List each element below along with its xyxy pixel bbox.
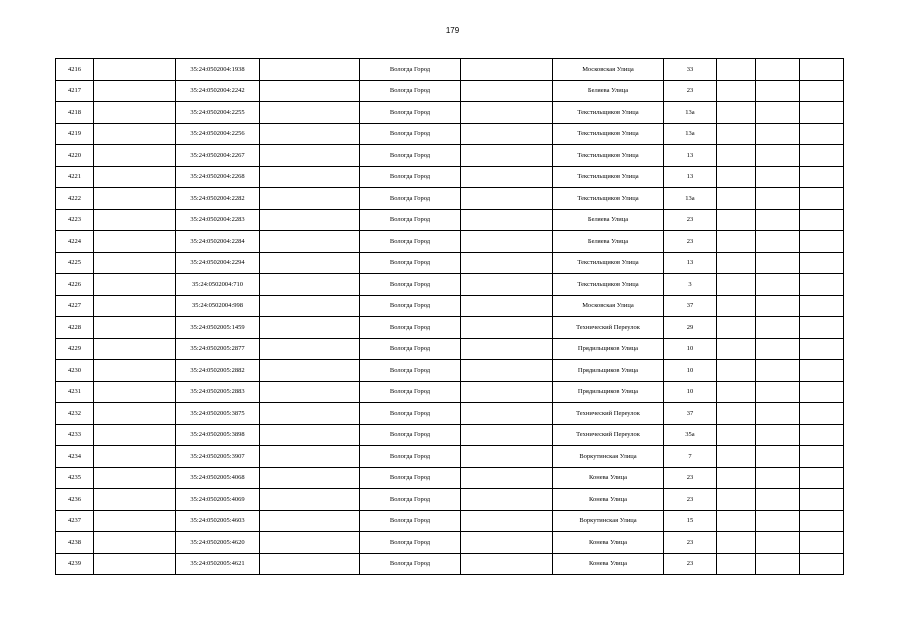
table-row xyxy=(56,252,844,274)
empty-cell xyxy=(717,102,756,124)
empty-cell xyxy=(756,381,800,403)
table-body xyxy=(56,59,844,575)
empty-cell xyxy=(717,188,756,210)
street: Текстильщиков Улица xyxy=(553,123,664,145)
empty-cell xyxy=(94,338,176,360)
table-row xyxy=(56,467,844,489)
cadastral-number: 35:24:0502005:4068 xyxy=(176,467,260,489)
empty-cell xyxy=(800,360,844,382)
empty-cell xyxy=(717,317,756,339)
row-number: 4238 xyxy=(56,532,94,554)
empty-cell xyxy=(717,467,756,489)
street: Беляева Улица xyxy=(553,209,664,231)
empty-cell xyxy=(717,424,756,446)
house-number: 37 xyxy=(664,403,717,425)
empty-cell xyxy=(461,188,553,210)
table-row xyxy=(56,295,844,317)
empty-cell xyxy=(94,231,176,253)
table-row xyxy=(56,59,844,81)
empty-cell xyxy=(717,209,756,231)
row-number: 4224 xyxy=(56,231,94,253)
empty-cell xyxy=(756,532,800,554)
empty-cell xyxy=(461,532,553,554)
row-number: 4235 xyxy=(56,467,94,489)
empty-cell xyxy=(461,166,553,188)
empty-cell xyxy=(94,145,176,167)
empty-cell xyxy=(94,510,176,532)
empty-cell xyxy=(717,274,756,296)
street: Воркутинская Улица xyxy=(553,446,664,468)
empty-cell xyxy=(461,80,553,102)
empty-cell xyxy=(800,317,844,339)
empty-cell xyxy=(461,553,553,575)
city: Вологда Город xyxy=(360,532,461,554)
empty-cell xyxy=(756,295,800,317)
empty-cell xyxy=(94,553,176,575)
row-number: 4233 xyxy=(56,424,94,446)
house-number: 23 xyxy=(664,467,717,489)
city: Вологда Город xyxy=(360,166,461,188)
empty-cell xyxy=(717,80,756,102)
city: Вологда Город xyxy=(360,145,461,167)
empty-cell xyxy=(717,403,756,425)
row-number: 4229 xyxy=(56,338,94,360)
city: Вологда Город xyxy=(360,360,461,382)
empty-cell xyxy=(756,446,800,468)
empty-cell xyxy=(800,145,844,167)
empty-cell xyxy=(756,59,800,81)
empty-cell xyxy=(461,102,553,124)
empty-cell xyxy=(260,59,360,81)
empty-cell xyxy=(800,489,844,511)
street: Беляева Улица xyxy=(553,80,664,102)
house-number: 23 xyxy=(664,532,717,554)
street: Текстильщиков Улица xyxy=(553,102,664,124)
empty-cell xyxy=(94,424,176,446)
empty-cell xyxy=(461,338,553,360)
empty-cell xyxy=(756,231,800,253)
cadastral-number: 35:24:0502005:4603 xyxy=(176,510,260,532)
house-number: 13а xyxy=(664,188,717,210)
empty-cell xyxy=(756,467,800,489)
empty-cell xyxy=(260,166,360,188)
empty-cell xyxy=(800,102,844,124)
table-row xyxy=(56,338,844,360)
table-row xyxy=(56,80,844,102)
address-registry-table xyxy=(55,58,844,575)
city: Вологда Город xyxy=(360,80,461,102)
empty-cell xyxy=(94,274,176,296)
row-number: 4239 xyxy=(56,553,94,575)
empty-cell xyxy=(800,59,844,81)
empty-cell xyxy=(800,510,844,532)
row-number: 4222 xyxy=(56,188,94,210)
cadastral-number: 35:24:0502005:1459 xyxy=(176,317,260,339)
empty-cell xyxy=(756,338,800,360)
cadastral-number: 35:24:0502004:1938 xyxy=(176,59,260,81)
house-number: 29 xyxy=(664,317,717,339)
house-number: 13 xyxy=(664,252,717,274)
table-row xyxy=(56,553,844,575)
street: Текстильщиков Улица xyxy=(553,188,664,210)
house-number: 10 xyxy=(664,338,717,360)
empty-cell xyxy=(461,295,553,317)
table-row xyxy=(56,381,844,403)
empty-cell xyxy=(260,446,360,468)
empty-cell xyxy=(756,166,800,188)
empty-cell xyxy=(461,360,553,382)
street: Текстильщиков Улица xyxy=(553,252,664,274)
city: Вологда Город xyxy=(360,188,461,210)
empty-cell xyxy=(800,166,844,188)
table-row xyxy=(56,274,844,296)
empty-cell xyxy=(717,145,756,167)
empty-cell xyxy=(260,403,360,425)
table-row xyxy=(56,317,844,339)
table-row xyxy=(56,489,844,511)
page-number: 179 xyxy=(445,26,460,35)
row-number: 4219 xyxy=(56,123,94,145)
street: Прядильщиков Улица xyxy=(553,338,664,360)
row-number: 4226 xyxy=(56,274,94,296)
street: Московская Улица xyxy=(553,59,664,81)
empty-cell xyxy=(260,209,360,231)
empty-cell xyxy=(94,252,176,274)
empty-cell xyxy=(94,295,176,317)
empty-cell xyxy=(800,338,844,360)
city: Вологда Город xyxy=(360,274,461,296)
empty-cell xyxy=(756,274,800,296)
empty-cell xyxy=(800,424,844,446)
empty-cell xyxy=(800,295,844,317)
empty-cell xyxy=(756,317,800,339)
empty-cell xyxy=(756,403,800,425)
row-number: 4234 xyxy=(56,446,94,468)
empty-cell xyxy=(260,123,360,145)
empty-cell xyxy=(94,467,176,489)
table-row xyxy=(56,532,844,554)
empty-cell xyxy=(756,102,800,124)
empty-cell xyxy=(94,80,176,102)
row-number: 4232 xyxy=(56,403,94,425)
empty-cell xyxy=(94,403,176,425)
empty-cell xyxy=(800,274,844,296)
street: Воркутинская Улица xyxy=(553,510,664,532)
street: Московская Улица xyxy=(553,295,664,317)
house-number: 13а xyxy=(664,123,717,145)
street: Прядильщиков Улица xyxy=(553,381,664,403)
empty-cell xyxy=(717,295,756,317)
empty-cell xyxy=(94,532,176,554)
empty-cell xyxy=(94,381,176,403)
empty-cell xyxy=(260,467,360,489)
empty-cell xyxy=(94,360,176,382)
row-number: 4227 xyxy=(56,295,94,317)
house-number: 10 xyxy=(664,360,717,382)
row-number: 4220 xyxy=(56,145,94,167)
empty-cell xyxy=(94,317,176,339)
city: Вологда Город xyxy=(360,252,461,274)
table-row xyxy=(56,102,844,124)
street: Конева Улица xyxy=(553,489,664,511)
table-row xyxy=(56,188,844,210)
empty-cell xyxy=(756,360,800,382)
empty-cell xyxy=(800,446,844,468)
city: Вологда Город xyxy=(360,467,461,489)
empty-cell xyxy=(800,532,844,554)
table-row xyxy=(56,446,844,468)
house-number: 37 xyxy=(664,295,717,317)
city: Вологда Город xyxy=(360,446,461,468)
empty-cell xyxy=(260,360,360,382)
house-number: 23 xyxy=(664,489,717,511)
table-row xyxy=(56,424,844,446)
empty-cell xyxy=(756,252,800,274)
city: Вологда Город xyxy=(360,338,461,360)
empty-cell xyxy=(461,381,553,403)
cadastral-number: 35:24:0502005:2882 xyxy=(176,360,260,382)
empty-cell xyxy=(717,446,756,468)
street: Технический Переулок xyxy=(553,424,664,446)
house-number: 33 xyxy=(664,59,717,81)
empty-cell xyxy=(260,102,360,124)
empty-cell xyxy=(800,467,844,489)
empty-cell xyxy=(717,381,756,403)
house-number: 13 xyxy=(664,166,717,188)
cadastral-number: 35:24:0502004:2242 xyxy=(176,80,260,102)
table-row xyxy=(56,360,844,382)
empty-cell xyxy=(800,80,844,102)
house-number: 13 xyxy=(664,145,717,167)
empty-cell xyxy=(717,123,756,145)
street: Технический Переулок xyxy=(553,403,664,425)
empty-cell xyxy=(94,209,176,231)
row-number: 4221 xyxy=(56,166,94,188)
empty-cell xyxy=(461,59,553,81)
empty-cell xyxy=(461,252,553,274)
empty-cell xyxy=(800,381,844,403)
row-number: 4231 xyxy=(56,381,94,403)
empty-cell xyxy=(800,403,844,425)
house-number: 7 xyxy=(664,446,717,468)
house-number: 23 xyxy=(664,553,717,575)
empty-cell xyxy=(260,424,360,446)
house-number: 23 xyxy=(664,231,717,253)
cadastral-number: 35:24:0502005:2877 xyxy=(176,338,260,360)
street: Текстильщиков Улица xyxy=(553,166,664,188)
empty-cell xyxy=(94,123,176,145)
street: Текстильщиков Улица xyxy=(553,274,664,296)
house-number: 35а xyxy=(664,424,717,446)
empty-cell xyxy=(461,209,553,231)
city: Вологда Город xyxy=(360,381,461,403)
row-number: 4223 xyxy=(56,209,94,231)
empty-cell xyxy=(260,381,360,403)
street: Беляева Улица xyxy=(553,231,664,253)
city: Вологда Город xyxy=(360,489,461,511)
empty-cell xyxy=(756,188,800,210)
empty-cell xyxy=(800,209,844,231)
city: Вологда Город xyxy=(360,317,461,339)
empty-cell xyxy=(717,252,756,274)
cadastral-number: 35:24:0502005:3907 xyxy=(176,446,260,468)
empty-cell xyxy=(461,403,553,425)
empty-cell xyxy=(461,145,553,167)
empty-cell xyxy=(461,231,553,253)
row-number: 4236 xyxy=(56,489,94,511)
house-number: 13а xyxy=(664,102,717,124)
empty-cell xyxy=(260,295,360,317)
empty-cell xyxy=(717,489,756,511)
table-row xyxy=(56,510,844,532)
empty-cell xyxy=(94,59,176,81)
empty-cell xyxy=(717,166,756,188)
cadastral-number: 35:24:0502004:710 xyxy=(176,274,260,296)
empty-cell xyxy=(756,489,800,511)
cadastral-number: 35:24:0502005:4620 xyxy=(176,532,260,554)
empty-cell xyxy=(260,489,360,511)
street: Конева Улица xyxy=(553,467,664,489)
cadastral-number: 35:24:0502004:2283 xyxy=(176,209,260,231)
empty-cell xyxy=(756,80,800,102)
city: Вологда Город xyxy=(360,510,461,532)
cadastral-number: 35:24:0502004:2268 xyxy=(176,166,260,188)
empty-cell xyxy=(717,553,756,575)
empty-cell xyxy=(800,231,844,253)
empty-cell xyxy=(800,252,844,274)
empty-cell xyxy=(461,123,553,145)
street: Прядильщиков Улица xyxy=(553,360,664,382)
empty-cell xyxy=(260,80,360,102)
row-number: 4225 xyxy=(56,252,94,274)
empty-cell xyxy=(260,317,360,339)
city: Вологда Город xyxy=(360,424,461,446)
empty-cell xyxy=(260,532,360,554)
empty-cell xyxy=(461,510,553,532)
empty-cell xyxy=(260,252,360,274)
empty-cell xyxy=(461,446,553,468)
house-number: 23 xyxy=(664,209,717,231)
empty-cell xyxy=(756,123,800,145)
empty-cell xyxy=(717,360,756,382)
empty-cell xyxy=(717,59,756,81)
table-row xyxy=(56,231,844,253)
empty-cell xyxy=(756,145,800,167)
cadastral-number: 35:24:0502005:4621 xyxy=(176,553,260,575)
cadastral-number: 35:24:0502005:4069 xyxy=(176,489,260,511)
cadastral-number: 35:24:0502004:2282 xyxy=(176,188,260,210)
empty-cell xyxy=(800,123,844,145)
empty-cell xyxy=(260,145,360,167)
cadastral-number: 35:24:0502005:3875 xyxy=(176,403,260,425)
row-number: 4237 xyxy=(56,510,94,532)
empty-cell xyxy=(717,338,756,360)
house-number: 3 xyxy=(664,274,717,296)
table-row xyxy=(56,166,844,188)
house-number: 15 xyxy=(664,510,717,532)
empty-cell xyxy=(260,510,360,532)
house-number: 23 xyxy=(664,80,717,102)
city: Вологда Город xyxy=(360,403,461,425)
cadastral-number: 35:24:0502005:3898 xyxy=(176,424,260,446)
row-number: 4228 xyxy=(56,317,94,339)
empty-cell xyxy=(94,102,176,124)
empty-cell xyxy=(94,489,176,511)
cadastral-number: 35:24:0502004:2256 xyxy=(176,123,260,145)
cadastral-number: 35:24:0502004:2267 xyxy=(176,145,260,167)
city: Вологда Город xyxy=(360,59,461,81)
cadastral-number: 35:24:0502004:2284 xyxy=(176,231,260,253)
empty-cell xyxy=(717,532,756,554)
street: Текстильщиков Улица xyxy=(553,145,664,167)
empty-cell xyxy=(756,424,800,446)
row-number: 4218 xyxy=(56,102,94,124)
row-number: 4216 xyxy=(56,59,94,81)
empty-cell xyxy=(260,553,360,575)
cadastral-number: 35:24:0502004:2294 xyxy=(176,252,260,274)
street: Конева Улица xyxy=(553,532,664,554)
city: Вологда Город xyxy=(360,123,461,145)
empty-cell xyxy=(756,510,800,532)
empty-cell xyxy=(260,188,360,210)
empty-cell xyxy=(461,467,553,489)
empty-cell xyxy=(717,510,756,532)
cadastral-number: 35:24:0502005:2883 xyxy=(176,381,260,403)
empty-cell xyxy=(756,209,800,231)
table-row xyxy=(56,145,844,167)
empty-cell xyxy=(756,553,800,575)
city: Вологда Город xyxy=(360,553,461,575)
house-number: 10 xyxy=(664,381,717,403)
empty-cell xyxy=(461,489,553,511)
city: Вологда Город xyxy=(360,295,461,317)
empty-cell xyxy=(717,231,756,253)
empty-cell xyxy=(800,188,844,210)
table-row xyxy=(56,123,844,145)
empty-cell xyxy=(461,317,553,339)
city: Вологда Город xyxy=(360,231,461,253)
city: Вологда Город xyxy=(360,102,461,124)
empty-cell xyxy=(260,338,360,360)
empty-cell xyxy=(94,188,176,210)
cadastral-number: 35:24:0502004:2255 xyxy=(176,102,260,124)
city: Вологда Город xyxy=(360,209,461,231)
table-row xyxy=(56,403,844,425)
table-row xyxy=(56,209,844,231)
empty-cell xyxy=(94,446,176,468)
row-number: 4230 xyxy=(56,360,94,382)
street: Конева Улица xyxy=(553,553,664,575)
empty-cell xyxy=(800,553,844,575)
empty-cell xyxy=(461,424,553,446)
empty-cell xyxy=(461,274,553,296)
empty-cell xyxy=(260,231,360,253)
street: Технический Переулок xyxy=(553,317,664,339)
cadastral-number: 35:24:0502004:998 xyxy=(176,295,260,317)
empty-cell xyxy=(260,274,360,296)
empty-cell xyxy=(94,166,176,188)
row-number: 4217 xyxy=(56,80,94,102)
